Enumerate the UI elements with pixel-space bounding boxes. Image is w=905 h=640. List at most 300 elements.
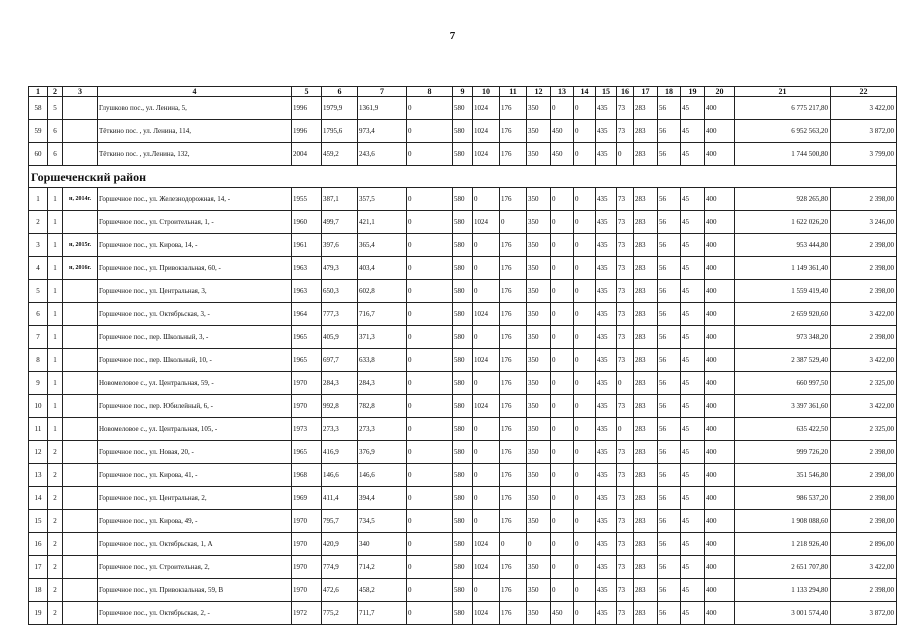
column-header: 8 [407,87,453,97]
table-cell: 45 [681,579,705,602]
table-cell: 400 [705,602,735,625]
table-cell: 400 [705,303,735,326]
table-cell: 283 [634,602,658,625]
table-cell: 45 [681,234,705,257]
table-cell: 0 [551,211,574,234]
table-cell: 73 [617,487,634,510]
table-cell: 435 [596,510,617,533]
table-cell: 458,2 [358,579,407,602]
column-header: 18 [658,87,681,97]
table-cell: 45 [681,211,705,234]
table-cell: 0 [551,487,574,510]
table-cell: 2 398,00 [831,579,897,602]
table-cell: 6 775 217,80 [735,97,831,120]
table-cell: 635 422,50 [735,418,831,441]
table-row [29,510,897,533]
table-cell: 400 [705,120,735,143]
table-cell: 1970 [292,510,322,533]
table-cell: 283 [634,188,658,211]
table-cell [63,602,98,625]
table-cell: 999 726,20 [735,441,831,464]
table-row [29,395,897,418]
table-cell: 435 [596,464,617,487]
table-cell: 435 [596,143,617,166]
table-cell: 0 [407,510,453,533]
table-cell: 350 [527,579,551,602]
table-cell: 2 387 529,40 [735,349,831,372]
table-cell: 580 [453,326,473,349]
table-cell: 0 [407,418,453,441]
table-cell: 2004 [292,143,322,166]
table-cell: 435 [596,372,617,395]
table-cell: 176 [500,143,527,166]
table-cell [63,280,98,303]
table-cell: 0 [407,280,453,303]
table-cell: 350 [527,211,551,234]
table-row [29,464,897,487]
table-cell: 176 [500,349,527,372]
table-cell: 45 [681,120,705,143]
table-cell: 73 [617,120,634,143]
column-header: 5 [292,87,322,97]
table-cell: 283 [634,97,658,120]
table-cell: 273,3 [358,418,407,441]
column-header: 17 [634,87,658,97]
table-row [29,303,897,326]
table-cell: 580 [453,349,473,372]
table-cell: 0 [473,326,500,349]
table-cell: 400 [705,556,735,579]
table-cell: 1955 [292,188,322,211]
table-cell: 0 [407,441,453,464]
table-cell: Горшечное пос., ул. Строительная, 1, - [98,211,292,234]
table-cell: 0 [617,418,634,441]
column-header: 22 [831,87,897,97]
table-cell: 400 [705,533,735,556]
table-cell: 2 398,00 [831,464,897,487]
table-cell [63,556,98,579]
table-row [29,418,897,441]
table-cell [63,533,98,556]
table-cell: 1361,9 [358,97,407,120]
table-cell: 435 [596,602,617,625]
table-cell: 580 [453,143,473,166]
table-cell: 376,9 [358,441,407,464]
table-cell: 400 [705,464,735,487]
table-cell: 580 [453,120,473,143]
table-cell: Глушково пос., ул. Ленина, 5, [98,97,292,120]
table-cell: 2 398,00 [831,441,897,464]
table-cell: 400 [705,211,735,234]
table-cell: 0 [574,257,596,280]
table-cell: 2 [48,487,63,510]
table-cell: 283 [634,533,658,556]
table-cell: 10 [29,395,48,418]
table-cell: 0 [551,257,574,280]
column-header: 6 [322,87,358,97]
table-row [29,97,897,120]
table-cell: 0 [473,372,500,395]
table-cell: 0 [574,602,596,625]
table-cell: 400 [705,257,735,280]
table-cell: 6 [48,143,63,166]
table-cell: 1970 [292,579,322,602]
table-cell: 56 [658,533,681,556]
table-cell: 3 [29,234,48,257]
table-cell: 1963 [292,280,322,303]
table-cell: 0 [500,211,527,234]
table-cell: 0 [574,510,596,533]
table-cell: 711,7 [358,602,407,625]
table-cell [63,143,98,166]
table-cell: 2 [48,464,63,487]
table-cell: 602,8 [358,280,407,303]
table-cell: 176 [500,418,527,441]
table-cell: 387,1 [322,188,358,211]
table-cell: 435 [596,556,617,579]
table-cell: 350 [527,556,551,579]
table-cell: 435 [596,349,617,372]
table-cell: 350 [527,120,551,143]
table-cell: 56 [658,510,681,533]
table-cell: 0 [551,280,574,303]
table-cell: 73 [617,510,634,533]
table-cell: 0 [551,234,574,257]
table-cell: 73 [617,211,634,234]
table-cell: 45 [681,441,705,464]
table-cell: 73 [617,234,634,257]
table-row [29,349,897,372]
table-cell: 56 [658,280,681,303]
table-cell: 435 [596,418,617,441]
table-cell: 400 [705,395,735,418]
table-cell: 435 [596,326,617,349]
table-cell: 2 [48,602,63,625]
table-cell: 176 [500,556,527,579]
table-cell: 283 [634,280,658,303]
table-cell: 45 [681,556,705,579]
table-cell: 1024 [473,349,500,372]
table-cell: 56 [658,234,681,257]
table-cell: 73 [617,97,634,120]
table-cell: 0 [407,234,453,257]
table-body [29,87,897,625]
table-cell: 56 [658,372,681,395]
table-cell: 1 [48,280,63,303]
table-cell: Горшечное пос., ул. Новая, 20, - [98,441,292,464]
table-cell: 777,3 [322,303,358,326]
table-row [29,487,897,510]
table-cell: 580 [453,464,473,487]
table-cell: 45 [681,372,705,395]
table-row [29,188,897,211]
table-cell: 0 [574,303,596,326]
table-cell: 73 [617,326,634,349]
table-cell: 283 [634,349,658,372]
table-cell: Горшечное пос., ул. Центральная, 2, [98,487,292,510]
table-cell: 2 896,00 [831,533,897,556]
table-cell: 580 [453,234,473,257]
table-cell: 283 [634,372,658,395]
table-cell: 283 [634,234,658,257]
table-cell: Тёткино пос. , ул.Ленина, 132, [98,143,292,166]
table-cell: 0 [407,487,453,510]
table-cell: 273,3 [322,418,358,441]
table-cell [63,395,98,418]
table-cell: 435 [596,234,617,257]
table-cell: 176 [500,579,527,602]
table-cell: 56 [658,556,681,579]
table-cell: 0 [407,556,453,579]
table-cell: Горшечное пос., ул. Октябрьская, 1, А [98,533,292,556]
table-cell: 6 952 563,20 [735,120,831,143]
table-cell: 243,6 [358,143,407,166]
table-cell: 0 [473,464,500,487]
table-cell: 580 [453,602,473,625]
table-cell: 400 [705,418,735,441]
table-row [29,533,897,556]
table-cell: 1 [48,326,63,349]
column-header: 19 [681,87,705,97]
table-cell: 2 [29,211,48,234]
table-cell [63,464,98,487]
table-cell: 0 [551,395,574,418]
table-cell: 56 [658,418,681,441]
table-cell: 16 [29,533,48,556]
table-cell: 0 [407,395,453,418]
table-cell: 0 [527,533,551,556]
table-cell: 283 [634,579,658,602]
table-cell: 176 [500,510,527,533]
table-cell: 146,6 [322,464,358,487]
table-cell: 0 [551,326,574,349]
table-cell: 365,4 [358,234,407,257]
table-cell: 56 [658,188,681,211]
table-cell: 0 [407,326,453,349]
table-cell: 45 [681,510,705,533]
table-cell: 1 133 294,80 [735,579,831,602]
table-cell: 450 [551,120,574,143]
table-cell: 350 [527,234,551,257]
table-cell: 633,8 [358,349,407,372]
table-cell: 13 [29,464,48,487]
table-cell: 580 [453,510,473,533]
table-cell: 73 [617,579,634,602]
table-cell: 3 246,00 [831,211,897,234]
table-cell: Горшечное пос., ул. Железнодорожная, 14, - [98,188,292,211]
table-cell: 4 [29,257,48,280]
table-cell: Новомеловое с., ул. Центральная, 59, - [98,372,292,395]
table-cell: 0 [551,533,574,556]
column-header: 15 [596,87,617,97]
table-cell: Горшечное пос., ул. Строительная, 2, [98,556,292,579]
table-cell: 1 559 419,40 [735,280,831,303]
table-cell: 3 872,00 [831,602,897,625]
table-cell: 1024 [473,211,500,234]
table-cell: 973 348,20 [735,326,831,349]
table-cell [63,303,98,326]
table-cell: н, 2016г. [63,257,98,280]
table-cell: Тёткино пос. , ул. Ленина, 114, [98,120,292,143]
table-cell: 435 [596,188,617,211]
column-header: 16 [617,87,634,97]
table-cell: 1024 [473,602,500,625]
table-cell: 1 [48,257,63,280]
table-cell: 435 [596,579,617,602]
table-cell: 176 [500,120,527,143]
table-cell: 0 [551,464,574,487]
table-cell: 986 537,20 [735,487,831,510]
table-cell: 56 [658,602,681,625]
table-cell: 58 [29,97,48,120]
table-cell: 0 [551,372,574,395]
table-cell: 1 [48,349,63,372]
table-cell: 499,7 [322,211,358,234]
table-cell: 421,1 [358,211,407,234]
table-cell: Горшечное пос., ул. Октябрьская, 2, - [98,602,292,625]
table-cell: 0 [574,464,596,487]
table-cell: 284,3 [322,372,358,395]
table-cell: 340 [358,533,407,556]
table-row [29,234,897,257]
table-cell: 18 [29,579,48,602]
table-cell: 0 [473,579,500,602]
table-cell: 45 [681,418,705,441]
table-cell: 176 [500,602,527,625]
table-cell: 73 [617,257,634,280]
table-cell: 0 [617,372,634,395]
table-cell: 283 [634,510,658,533]
table-cell: 450 [551,143,574,166]
table-cell: 283 [634,556,658,579]
table-cell: 0 [574,97,596,120]
table-cell: 45 [681,533,705,556]
table-cell: 0 [574,533,596,556]
table-cell: 0 [574,395,596,418]
table-cell: 394,4 [358,487,407,510]
table-cell: 2 398,00 [831,510,897,533]
table-cell: 435 [596,97,617,120]
table-cell: 580 [453,188,473,211]
table-cell: 435 [596,533,617,556]
table-cell: 3 422,00 [831,349,897,372]
table-cell: 1 [29,188,48,211]
table-cell: 0 [407,257,453,280]
table-cell: 73 [617,533,634,556]
table-cell: 176 [500,97,527,120]
table-cell: 1024 [473,303,500,326]
column-header: 21 [735,87,831,97]
table-cell: 716,7 [358,303,407,326]
table-cell: 12 [29,441,48,464]
table-cell: 176 [500,464,527,487]
table-cell: 1 218 926,40 [735,533,831,556]
table-cell: 0 [617,143,634,166]
table-cell: 435 [596,280,617,303]
table-cell: 420,9 [322,533,358,556]
table-cell: 45 [681,326,705,349]
table-cell: 283 [634,487,658,510]
table-cell: 1024 [473,533,500,556]
table-cell: 580 [453,97,473,120]
table-cell: Горшечное пос., пер. Школьный, 10, - [98,349,292,372]
table-cell: 1963 [292,257,322,280]
table-cell: Горшечное пос., ул. Кирова, 14, - [98,234,292,257]
table-cell: 5 [29,280,48,303]
table-cell: 56 [658,579,681,602]
table-cell: 45 [681,143,705,166]
table-cell: 1 744 500,80 [735,143,831,166]
table-cell: 0 [574,211,596,234]
column-header: 12 [527,87,551,97]
table-cell: 714,2 [358,556,407,579]
table-cell: 283 [634,418,658,441]
table-cell [63,349,98,372]
table-cell: 400 [705,326,735,349]
table-cell: 580 [453,372,473,395]
table-cell: 435 [596,303,617,326]
table-cell: 11 [29,418,48,441]
table-cell: 0 [551,349,574,372]
table-cell: 2 651 707,80 [735,556,831,579]
table-cell: 403,4 [358,257,407,280]
table-cell: 2 [48,441,63,464]
table-row [29,257,897,280]
table-cell: 7 [29,326,48,349]
table-cell: 73 [617,602,634,625]
table-row [29,280,897,303]
table-cell: 580 [453,280,473,303]
table-cell: 176 [500,487,527,510]
table-cell [63,418,98,441]
table-cell: 650,3 [322,280,358,303]
table-cell: 45 [681,257,705,280]
district-title: Горшеченский район [29,166,897,188]
column-header: 10 [473,87,500,97]
table-cell: 580 [453,487,473,510]
table-cell: 400 [705,188,735,211]
table-cell: 580 [453,579,473,602]
table-cell: 350 [527,97,551,120]
table-cell: 56 [658,487,681,510]
table-cell [63,510,98,533]
table-cell: 400 [705,441,735,464]
table-cell: 1965 [292,326,322,349]
table-cell: 2 [48,533,63,556]
table-cell: 0 [574,326,596,349]
table-cell: 472,6 [322,579,358,602]
table-cell: 928 265,80 [735,188,831,211]
table-cell: 1024 [473,143,500,166]
table-cell: Горшечное пос., ул. Центральная, 3, [98,280,292,303]
table-cell: 400 [705,97,735,120]
table-cell: 17 [29,556,48,579]
table-cell: 953 444,80 [735,234,831,257]
table-cell: 973,4 [358,120,407,143]
table-cell: 0 [574,143,596,166]
table-cell: 0 [551,510,574,533]
table-cell: 350 [527,303,551,326]
table-cell: н, 2015г. [63,234,98,257]
table-cell: 19 [29,602,48,625]
table-cell: 3 422,00 [831,303,897,326]
table-cell: Горшечное пос., ул. Привокзальная, 59, В [98,579,292,602]
table-cell [63,326,98,349]
table-cell: 8 [29,349,48,372]
column-header: 1 [29,87,48,97]
table-cell: 0 [473,257,500,280]
table-cell: 0 [407,533,453,556]
